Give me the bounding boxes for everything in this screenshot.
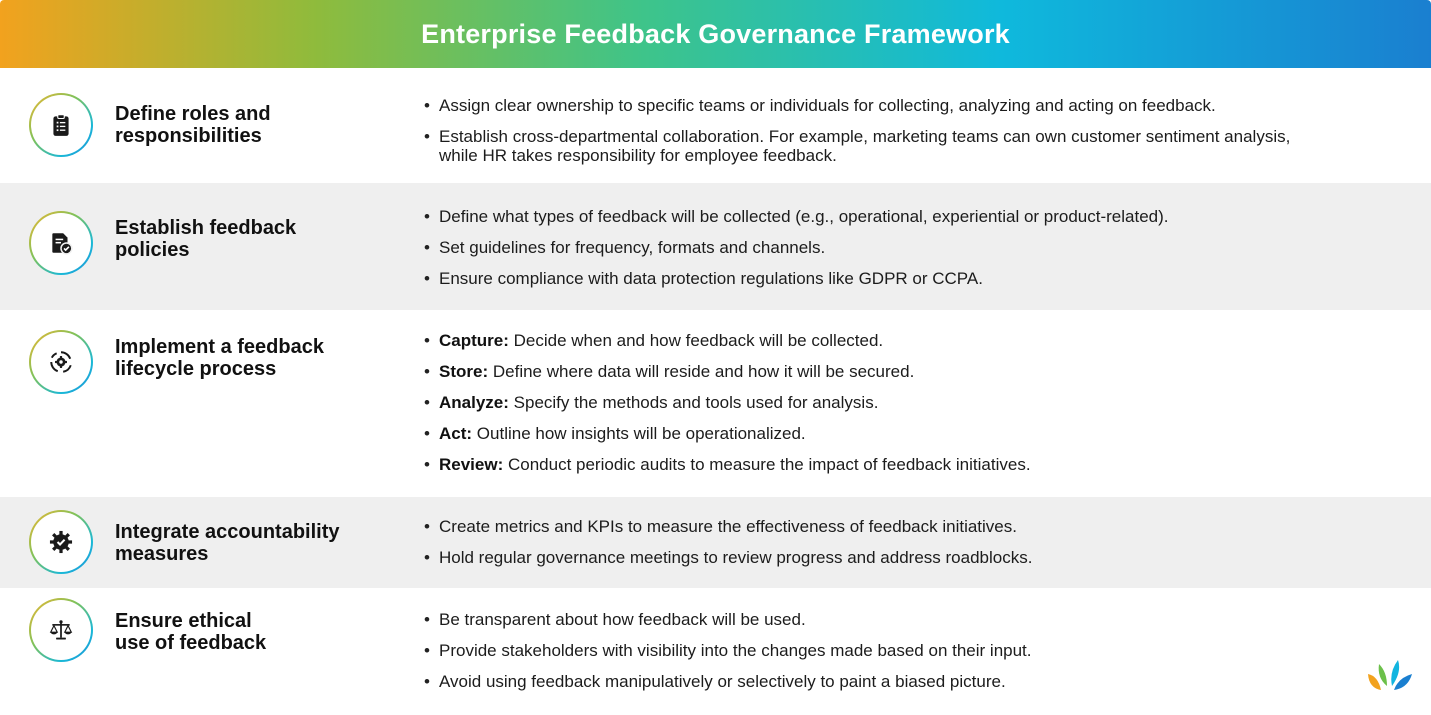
bullet-text: Establish cross-departmental collaboration. For example, marketing teams can own customer sentiment analysis, (439, 127, 1291, 146)
bullet-text: while HR takes responsibility for employee feedback. (439, 146, 837, 165)
bullet-list (419, 207, 1409, 288)
list-item (419, 672, 1409, 691)
bullet-text: Define what types of feedback will be collected (e.g., operational, experiential or product-related). (439, 207, 1169, 226)
header-banner (0, 0, 1431, 68)
bullet-text: Define where data will reside and how it will be secured. (492, 362, 915, 381)
list-item (419, 96, 1409, 115)
row-title-line: Define roles and (115, 103, 271, 125)
gear-check-icon (48, 529, 74, 555)
bullet-text: Outline how insights will be operationalized. (476, 424, 806, 443)
list-item (419, 127, 1409, 165)
icon-badge (29, 330, 93, 394)
list-item (419, 455, 1409, 474)
bullet-text: Be transparent about how feedback will be used. (439, 610, 806, 629)
row-title-line: lifecycle process (115, 358, 277, 380)
row-title (115, 521, 385, 565)
bullet-list (419, 331, 1409, 474)
list-item (419, 517, 1409, 536)
icon-badge (29, 211, 93, 275)
brand-logo-icon (1364, 660, 1414, 696)
bullet-label: Capture: (439, 331, 509, 350)
list-item (419, 548, 1409, 567)
scales-of-justice-icon (48, 617, 74, 643)
list-item (419, 362, 1409, 381)
list-item (419, 331, 1409, 350)
bullet-text: Conduct periodic audits to measure the impact of feedback initiatives. (507, 455, 1031, 474)
page-title: Enterprise Feedback Governance Framework (421, 18, 1010, 49)
icon-badge (29, 598, 93, 662)
bullet-text: Ensure compliance with data protection regulations like GDPR or CCPA. (439, 269, 983, 288)
lifecycle-cycle-gear-icon (48, 349, 74, 375)
list-item (419, 393, 1409, 412)
bullet-text: Set guidelines for frequency, formats and channels. (439, 238, 826, 257)
row-ethical-use (0, 588, 1431, 715)
row-title-line: Integrate accountability (115, 521, 340, 543)
row-title-line: Ensure ethical (115, 610, 252, 632)
bullet-label: Review: (439, 455, 504, 474)
bullet-text: Create metrics and KPIs to measure the effectiveness of feedback initiatives. (439, 517, 1017, 536)
clipboard-checklist-icon (48, 112, 74, 138)
row-lifecycle-process (0, 310, 1431, 497)
row-title-line: responsibilities (115, 125, 262, 147)
list-item (419, 424, 1409, 443)
list-item (419, 269, 1409, 288)
bullet-list (419, 96, 1409, 165)
bullet-text: Provide stakeholders with visibility into the changes made based on their input. (439, 641, 1032, 660)
bullet-label: Analyze: (439, 393, 509, 412)
bullet-text: Decide when and how feedback will be collected. (513, 331, 884, 350)
row-title-line: Implement a feedback (115, 336, 324, 358)
bullet-text: Hold regular governance meetings to review progress and address roadblocks. (439, 548, 1033, 567)
row-title (115, 103, 385, 147)
icon-badge (29, 93, 93, 157)
row-title-line: policies (115, 239, 190, 261)
row-title-line: measures (115, 543, 209, 565)
bullet-text: Specify the methods and tools used for analysis. (513, 393, 879, 412)
row-title-line: Establish feedback (115, 217, 297, 239)
list-item (419, 238, 1409, 257)
bullet-label: Store: (439, 362, 489, 381)
bullet-text: Assign clear ownership to specific teams or individuals for collecting, analyzing and acting on feedback. (439, 96, 1216, 115)
icon-badge (29, 510, 93, 574)
bullet-text: Avoid using feedback manipulatively or selectively to paint a biased picture. (439, 672, 1006, 691)
row-accountability (0, 497, 1431, 588)
row-title (115, 217, 385, 261)
list-item (419, 207, 1409, 226)
list-item (419, 610, 1409, 629)
policy-document-check-icon (48, 230, 74, 256)
row-define-roles (0, 68, 1431, 183)
row-title (115, 336, 385, 380)
row-title (115, 610, 385, 654)
bullet-list (419, 610, 1409, 691)
bullet-list (419, 517, 1409, 567)
list-item (419, 641, 1409, 660)
row-title-line: use of feedback (115, 632, 267, 654)
row-feedback-policies (0, 183, 1431, 310)
bullet-label: Act: (439, 424, 473, 443)
